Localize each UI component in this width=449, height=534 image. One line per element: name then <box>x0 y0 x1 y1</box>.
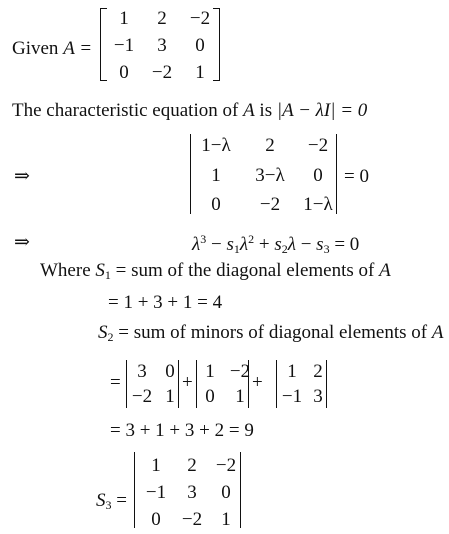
det-lambda-cell: 0 <box>313 165 323 186</box>
minor-cell: −1 <box>281 386 303 407</box>
s1-value: = 1 + 3 + 1 = 4 <box>108 292 223 313</box>
minors-eq: = <box>110 372 121 393</box>
cubic-equation: $\lambda^3 - s_1\lambda^2 + s_2\lambda - s_3 = 0$ <box>192 232 360 256</box>
s2-definition: $S_2$ = sum of minors of diagonal elements of A <box>98 322 444 344</box>
det-lambda-left-bar <box>190 134 191 214</box>
det-lambda-eq-zero: = 0 <box>344 166 369 187</box>
matrix-A-cell: 0 <box>195 35 205 56</box>
implies-2: ⇒ <box>14 232 30 253</box>
matrix-A-cell: 1 <box>119 8 129 29</box>
matrix-A-cell: −1 <box>113 35 135 56</box>
minor-left-bar <box>126 360 127 408</box>
matrix-A-cell: −2 <box>189 8 211 29</box>
minor-cell: 0 <box>165 361 175 382</box>
det-lambda-cell: −2 <box>307 135 329 156</box>
minor-right-bar <box>326 360 327 408</box>
det-lambda-cell: 1−λ <box>303 194 333 215</box>
det-lambda-cell: 2 <box>265 135 275 156</box>
det-A-cell: 3 <box>187 482 197 503</box>
minor-cell: 1 <box>205 361 215 382</box>
minor-cell: −2 <box>131 386 153 407</box>
det-lambda-cell: 1−λ <box>201 135 231 156</box>
bracket-left-top <box>100 8 107 45</box>
bracket-right-bottom <box>213 44 220 81</box>
det-A-cell: 0 <box>151 509 161 530</box>
matrix-A-cell: 2 <box>157 8 167 29</box>
s3-label: $S_3$ = <box>96 490 127 512</box>
det-lambda-cell: 3−λ <box>255 165 285 186</box>
det-A-cell: 1 <box>221 509 231 530</box>
minor-cell: 1 <box>287 361 297 382</box>
bracket-left-bottom <box>100 44 107 81</box>
plus-sign: + <box>252 372 263 393</box>
det-A-cell: −2 <box>215 455 237 476</box>
det-A-cell: −2 <box>181 509 203 530</box>
minor-left-bar <box>276 360 277 408</box>
minor-cell: 0 <box>205 386 215 407</box>
minor-cell: −2 <box>229 361 251 382</box>
char-eq-line: The characteristic equation of A is |A − λI| = 0 <box>12 100 368 121</box>
matrix-A-cell: 1 <box>195 62 205 83</box>
given-label: Given A = <box>12 38 93 59</box>
plus-sign: + <box>182 372 193 393</box>
implies-1: ⇒ <box>14 166 30 187</box>
s2-value: = 3 + 1 + 3 + 2 = 9 <box>110 420 254 441</box>
minor-cell: 1 <box>165 386 175 407</box>
det-A-cell: 0 <box>221 482 231 503</box>
minor-cell: 3 <box>313 386 323 407</box>
det-lambda-cell: 1 <box>211 165 221 186</box>
where-s1: Where $S_1$ = sum of the diagonal elements of A <box>40 260 391 282</box>
matrix-A-cell: 0 <box>119 62 129 83</box>
det-A-right-bar <box>240 452 241 528</box>
det-lambda-cell: 0 <box>211 194 221 215</box>
det-lambda-cell: −2 <box>259 194 281 215</box>
matrix-A-cell: −2 <box>151 62 173 83</box>
minor-cell: 2 <box>313 361 323 382</box>
bracket-right-top <box>213 8 220 45</box>
det-A-cell: −1 <box>145 482 167 503</box>
minor-right-bar <box>178 360 179 408</box>
det-A-left-bar <box>134 452 135 528</box>
det-A-cell: 2 <box>187 455 197 476</box>
matrix-A-cell: 3 <box>157 35 167 56</box>
minor-cell: 1 <box>235 386 245 407</box>
minor-left-bar <box>196 360 197 408</box>
det-lambda-right-bar <box>336 134 337 214</box>
det-A-cell: 1 <box>151 455 161 476</box>
minor-cell: 3 <box>137 361 147 382</box>
